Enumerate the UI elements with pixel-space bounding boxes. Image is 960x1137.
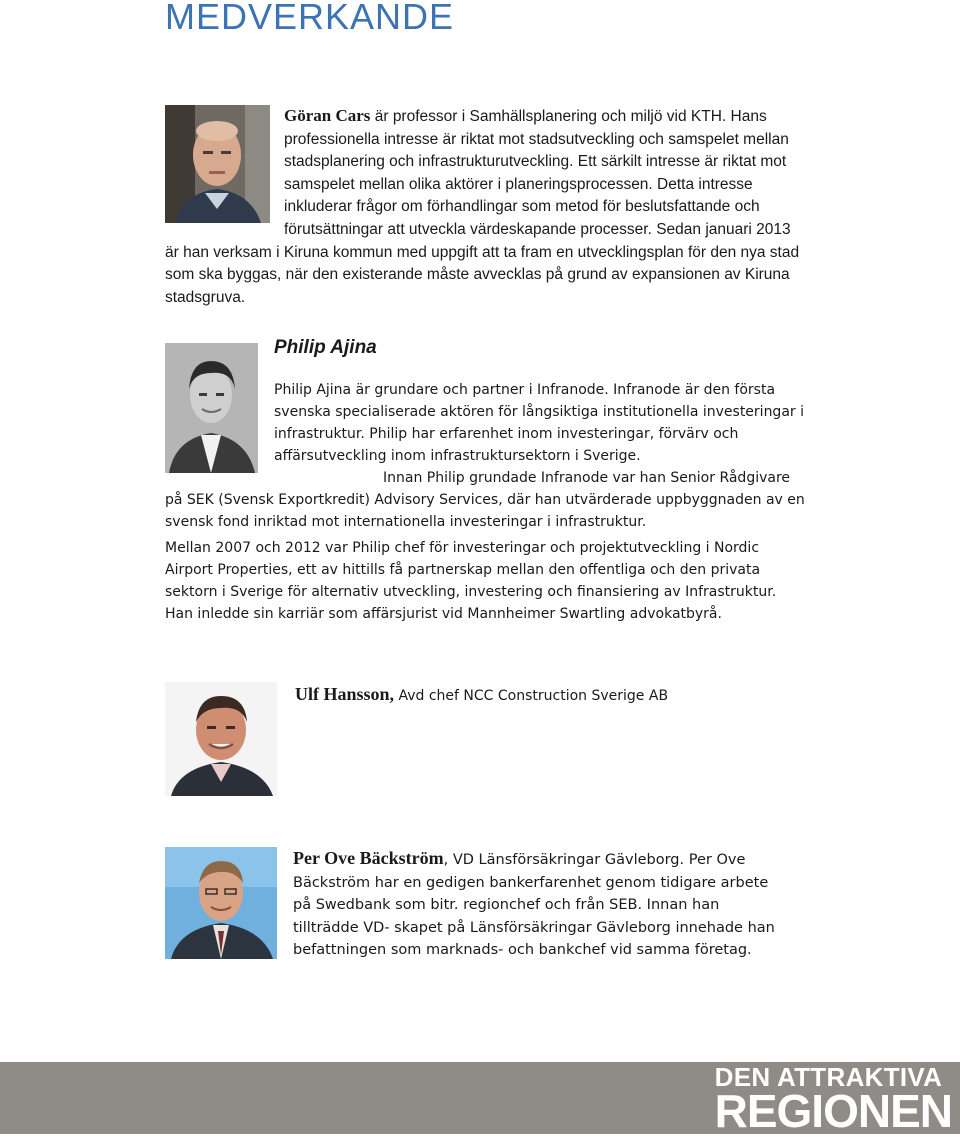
footer-band [0,1062,960,1137]
portrait-per-ove-backstrom-graphic [165,847,277,959]
bio-goran-cars [165,105,805,309]
brand-line-2: REGIONEN [714,1085,952,1137]
bio-name-goran-cars: Göran Cars [284,106,371,125]
bio-philip-ajina [165,337,805,625]
bio-ulf-hansson [165,682,805,796]
bio-name-per-ove-backstrom: Per Ove Bäckström [293,848,444,868]
bio-text-goran-cars: är professor i Samhällsplanering och miljö vid KTH. Hans professionella intresse är riktat mot stadsutveckling och samspelet mellan stadsplanering och infrastrukturutveckling. Ett särkilt intresse är riktat mot samspelet mellan olika aktörer i planeringsprocessen. Detta intresse inkluderar frågor om förhandlingar som metod för beslutsfattande och förutsättningar att utveckla värdeskapande processer. Sedan januari 2013 är han verksam i Kiruna kommun med uppgift att ta fram en utvecklingsplan för den nya stad som ska byggas, när den existerande måste avvecklas på grund av expansionen av Kiruna stadsgruva. [165,108,800,306]
bio-name-ulf-hansson: Ulf Hansson, [295,684,395,704]
bio-text-ulf-hansson: Avd chef NCC Construction Sverige AB [394,688,669,704]
bio-text-per-ove-backstrom: , VD Länsförsäkringar Gävleborg. Per Ove Bäckström har en gedigen bankerfarenhet genom tidigare arbete på Swedbank som bitr. regionchef och från SEB. Innan han tillträdde VD- skapet på Länsförsäkringar Gävleborg innehade han befattningen som marknads- och bankchef vid samma företag. [293,852,775,959]
bio-name-philip-ajina: Philip Ajina [274,337,377,358]
bio-paragraph-2: Innan Philip grundade Infranode var han Senior Rådgivare på SEK (Svensk Exportkredit) Advisory Services, där han utvärderade uppbyggnaden av en svensk fond inriktad mot internationella investeringar i infrastruktur. [165,470,805,530]
bio-per-ove-backstrom [165,847,785,962]
brand-logo [714,1062,952,1137]
portrait-photo-philip-ajina [165,343,258,473]
brand-line-1: DEN ATTRAKTIVA [714,1062,943,1092]
portrait-photo-ulf-hansson [165,682,277,796]
portrait-philip-ajina-graphic [165,343,258,473]
bio-paragraph-1: Philip Ajina är grundare och partner i Infranode. Infranode är den första svenska specialiserade aktören för långsiktiga institutionella investeringar i infrastruktur. Philip har erfarenhet inom investeringar, förvärv och affärsutveckling inom infrastruktursektorn i Sverige. [274,382,804,464]
bio-paragraph-3: Mellan 2007 och 2012 var Philip chef för investeringar och projektutveckling i Nordic Airport Properties, ett av hittills få partnerskap mellan den offentliga och den privata sektorn i Sverige för alternativ utveckling, investering och finansiering av Infrastruktur. Han inledde sin karriär som affärsjurist vid Mannheimer Swartling advokatbyrå. [165,540,777,622]
page-heading: MEDVERKANDE [165,0,455,37]
portrait-photo-per-ove-backstrom [165,847,277,959]
portrait-goran-cars-graphic [165,105,270,223]
portrait-photo-goran-cars [165,105,270,223]
portrait-ulf-hansson-graphic [165,682,277,796]
